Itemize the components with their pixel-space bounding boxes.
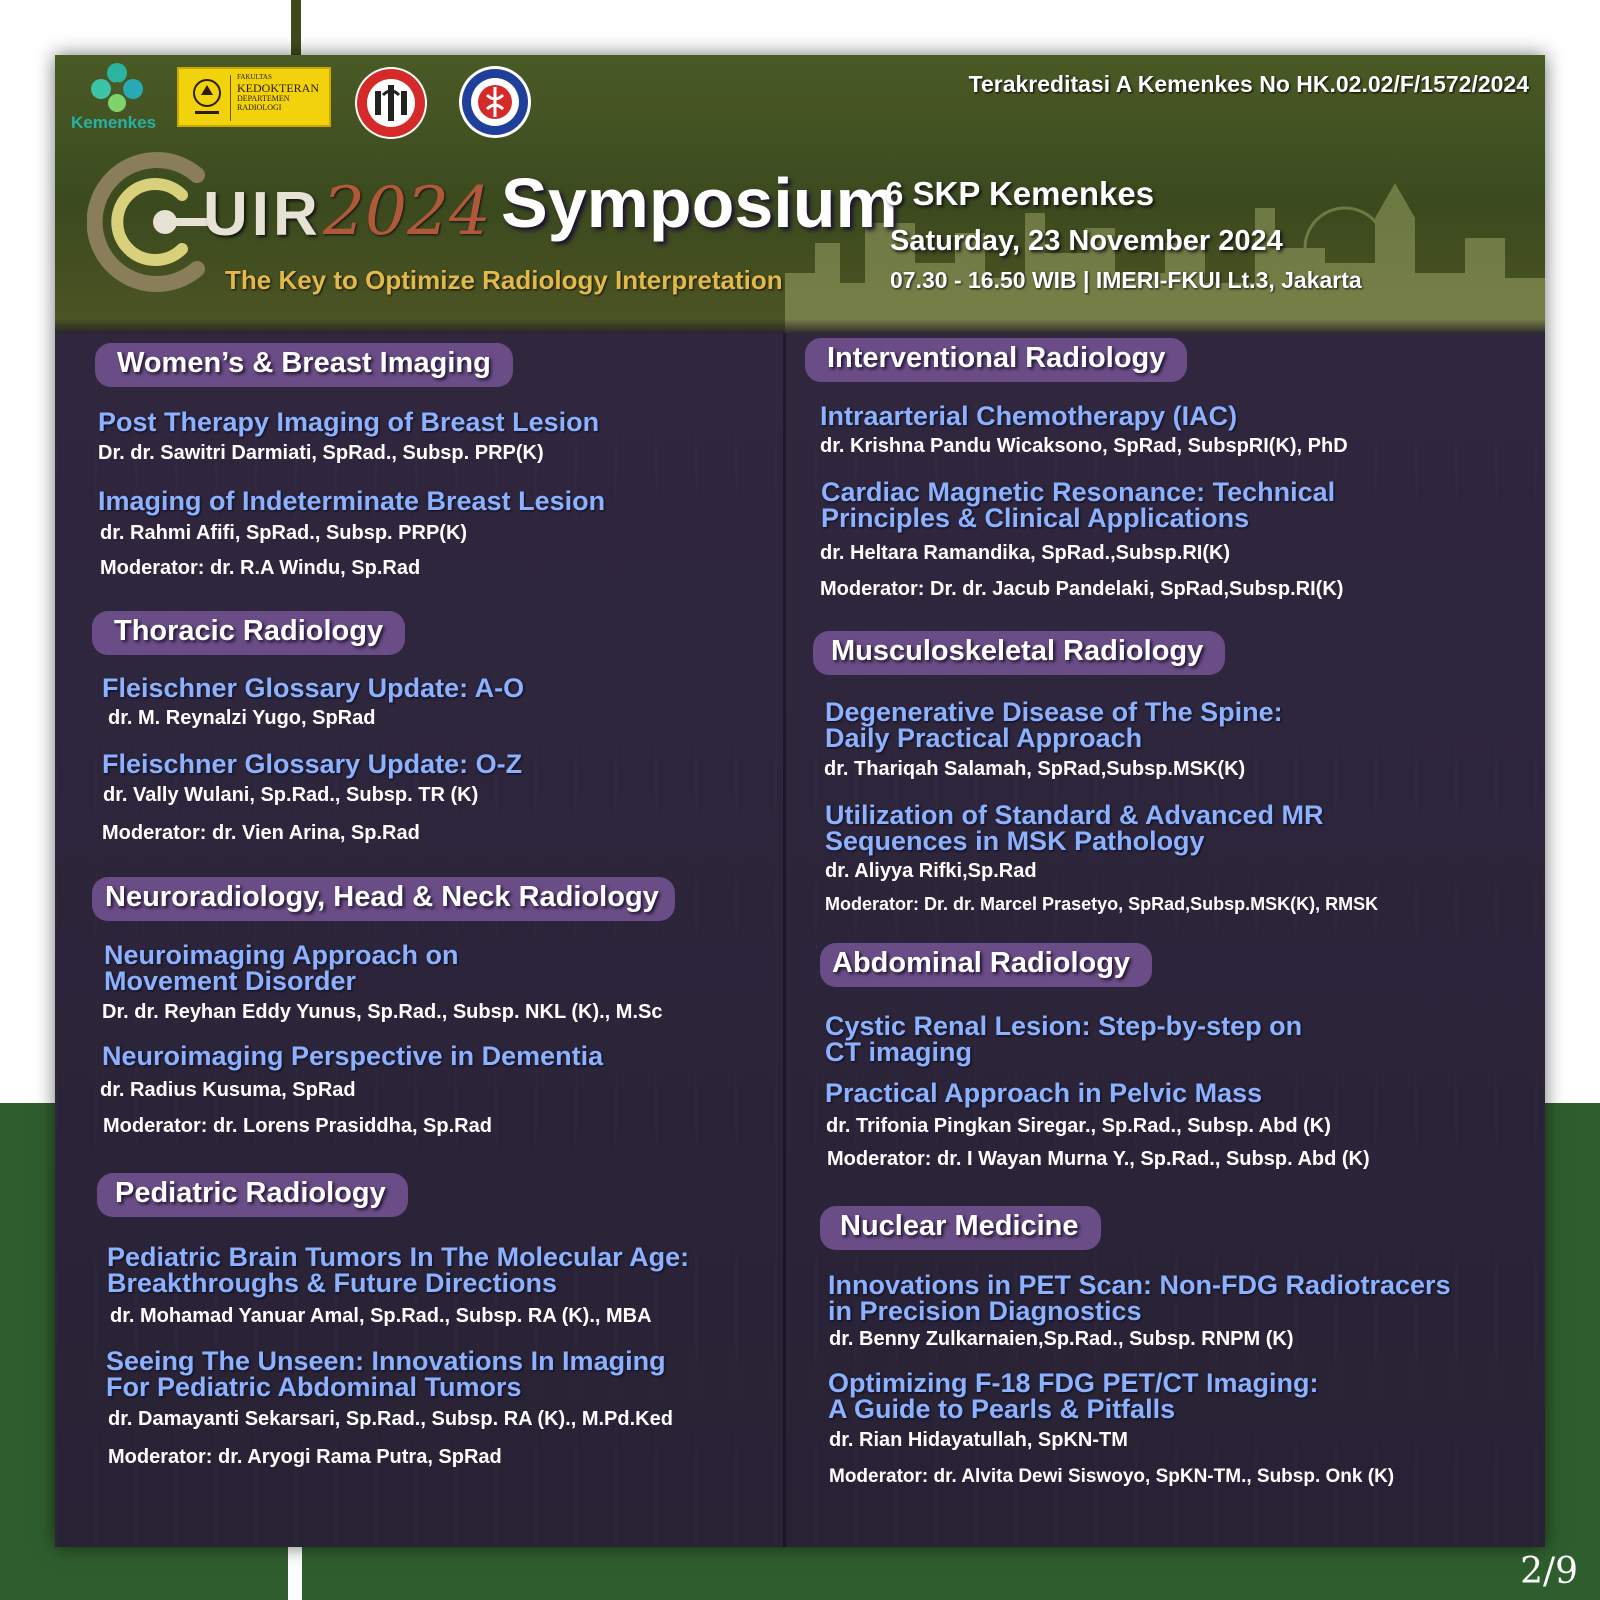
speaker-name: dr. Krishna Pandu Wicaksono, SpRad, SubspRI(K), PhD <box>820 435 1348 457</box>
association-seal-icon <box>353 65 429 141</box>
moderator-name: Moderator: dr. Alvita Dewi Siswoyo, SpKN-TM., Subsp. Onk (K) <box>829 1466 1395 1487</box>
talk-title: Optimizing F-18 FDG PET/CT Imaging: A Guide to Pearls & Pitfalls <box>828 1368 1319 1424</box>
talk-title: Neuroimaging Approach on Movement Disorder <box>104 940 459 996</box>
speaker-name: dr. M. Reynalzi Yugo, SpRad <box>108 707 376 729</box>
speaker-name: dr. Radius Kusuma, SpRad <box>100 1079 356 1101</box>
moderator-name: Moderator: dr. I Wayan Murna Y., Sp.Rad., Subsp. Abd (K) <box>827 1148 1370 1170</box>
talk-title: Intraarterial Chemotherapy (IAC) <box>820 401 1238 431</box>
section-title: Pediatric Radiology <box>97 1173 408 1217</box>
section-womens-breast-imaging <box>95 343 513 387</box>
speaker-name: dr. Thariqah Salamah, SpRad,Subsp.MSK(K) <box>824 758 1246 780</box>
poster <box>55 55 1545 1547</box>
fk-line-faculty: FAKULTAS <box>237 73 272 81</box>
talk-title: Cardiac Magnetic Resonance: Technical Principles & Clinical Applications <box>821 477 1336 533</box>
moderator-name: Moderator: dr. Aryogi Rama Putra, SpRad <box>108 1446 502 1468</box>
fk-line-department: DEPARTEMEN <box>237 93 290 103</box>
moderator-name: Moderator: dr. Vien Arina, Sp.Rad <box>102 822 420 844</box>
moderator-name: Moderator: dr. Lorens Prasiddha, Sp.Rad <box>103 1115 492 1137</box>
event-type: Symposium <box>501 164 898 242</box>
page-number: 2/9 <box>1520 1551 1578 1592</box>
section-title: Women’s & Breast Imaging <box>95 343 513 387</box>
accreditation-text: Terakreditasi A Kemenkes No HK.02.02/F/1572/2024 <box>968 71 1529 97</box>
radiology-society-seal-icon <box>457 63 533 141</box>
section-abdominal-radiology <box>820 943 1152 987</box>
fk-line-radiology: RADIOLOGI <box>237 102 282 112</box>
talk-title: Pediatric Brain Tumors In The Molecular Age: Breakthroughs & Future Directions <box>107 1242 690 1298</box>
talk-title: Fleischner Glossary Update: O-Z <box>102 749 523 779</box>
moderator-name: Moderator: Dr. dr. Jacub Pandelaki, SpRad,Subsp.RI(K) <box>820 578 1344 600</box>
kemenkes-logo <box>61 61 161 132</box>
skp-credits: 6 SKP Kemenkes <box>885 175 1155 212</box>
talk-title: Post Therapy Imaging of Breast Lesion <box>98 407 600 437</box>
column-divider <box>783 333 786 1547</box>
section-nuclear-medicine <box>820 1206 1101 1250</box>
fk-line-medicine: KEDOKTERAN <box>237 80 319 95</box>
poster-header <box>55 55 1545 333</box>
speaker-name: dr. Rahmi Afifi, SpRad., Subsp. PRP(K) <box>100 522 468 544</box>
speaker-name: dr. Vally Wulani, Sp.Rad., Subsp. TR (K) <box>103 784 479 806</box>
talk-title: Innovations in PET Scan: Non-FDG Radiotracers in Precision Diagnostics <box>828 1270 1451 1326</box>
talk-title: Practical Approach in Pelvic Mass <box>825 1078 1263 1108</box>
section-neuroradiology <box>92 877 675 921</box>
section-title: Thoracic Radiology <box>92 611 405 655</box>
fk-text <box>237 74 331 112</box>
speaker-name: Dr. dr. Sawitri Darmiati, SpRad., Subsp. PRP(K) <box>98 442 544 464</box>
moderator-name: Moderator: Dr. dr. Marcel Prasetyo, SpRad,Subsp.MSK(K), RMSK <box>825 894 1379 914</box>
cuir-logo-mark <box>87 147 217 297</box>
talk-title: Utilization of Standard & Advanced MR Sequences in MSK Pathology <box>825 800 1324 856</box>
speaker-name: dr. Rian Hidayatullah, SpKN-TM <box>829 1429 1128 1451</box>
kemenkes-wordmark: Kemenkes <box>71 113 157 132</box>
speaker-name: dr. Benny Zulkarnaien,Sp.Rad., Subsp. RNPM (K) <box>829 1328 1294 1350</box>
talk-title: Fleischner Glossary Update: A-O <box>102 673 525 703</box>
speaker-name: Dr. dr. Reyhan Eddy Yunus, Sp.Rad., Subsp. NKL (K)., M.Sc <box>102 1001 663 1023</box>
section-title: Abdominal Radiology <box>820 943 1152 987</box>
section-musculoskeletal-radiology <box>813 631 1225 675</box>
section-pediatric-radiology <box>97 1173 408 1217</box>
event-date: Saturday, 23 November 2024 <box>890 225 1283 257</box>
talk-title: Seeing The Unseen: Innovations In Imaging For Pediatric Abdominal Tumors <box>106 1346 666 1402</box>
section-title: Musculoskeletal Radiology <box>813 631 1225 675</box>
fk-radiologi-logo <box>177 67 331 127</box>
section-thoracic-radiology <box>92 611 405 655</box>
speaker-name: dr. Trifonia Pingkan Siregar., Sp.Rad., Subsp. Abd (K) <box>826 1115 1331 1137</box>
event-time-venue: 07.30 - 16.50 WIB | IMERI-FKUI Lt.3, Jakarta <box>890 267 1362 293</box>
section-interventional-radiology <box>805 338 1187 382</box>
section-title: Neuroradiology, Head & Neck Radiology <box>92 877 675 921</box>
schedule-body <box>55 333 1545 1547</box>
speaker-name: dr. Aliyya Rifki,Sp.Rad <box>825 860 1037 882</box>
event-tagline: The Key to Optimize Radiology Interpretation <box>225 265 783 295</box>
speaker-name: dr. Damayanti Sekarsari, Sp.Rad., Subsp. RA (K)., M.Pd.Ked <box>108 1408 673 1430</box>
event-name: UIR <box>203 180 322 249</box>
talk-title: Neuroimaging Perspective in Dementia <box>102 1041 604 1071</box>
university-seal-icon <box>187 75 231 121</box>
section-title: Interventional Radiology <box>805 338 1187 382</box>
background-divider-line <box>288 1540 302 1600</box>
background-divider-line <box>291 0 301 56</box>
talk-title: Degenerative Disease of The Spine: Daily Practical Approach <box>825 697 1283 753</box>
event-year: 2024 <box>323 173 491 250</box>
moderator-name: Moderator: dr. R.A Windu, Sp.Rad <box>100 557 421 579</box>
speaker-name: dr. Mohamad Yanuar Amal, Sp.Rad., Subsp. RA (K)., MBA <box>110 1305 652 1327</box>
speaker-name: dr. Heltara Ramandika, SpRad.,Subsp.RI(K) <box>820 542 1231 564</box>
section-title: Nuclear Medicine <box>820 1206 1101 1250</box>
talk-title: Cystic Renal Lesion: Step-by-step on CT imaging <box>825 1011 1303 1067</box>
talk-title: Imaging of Indeterminate Breast Lesion <box>98 486 606 516</box>
